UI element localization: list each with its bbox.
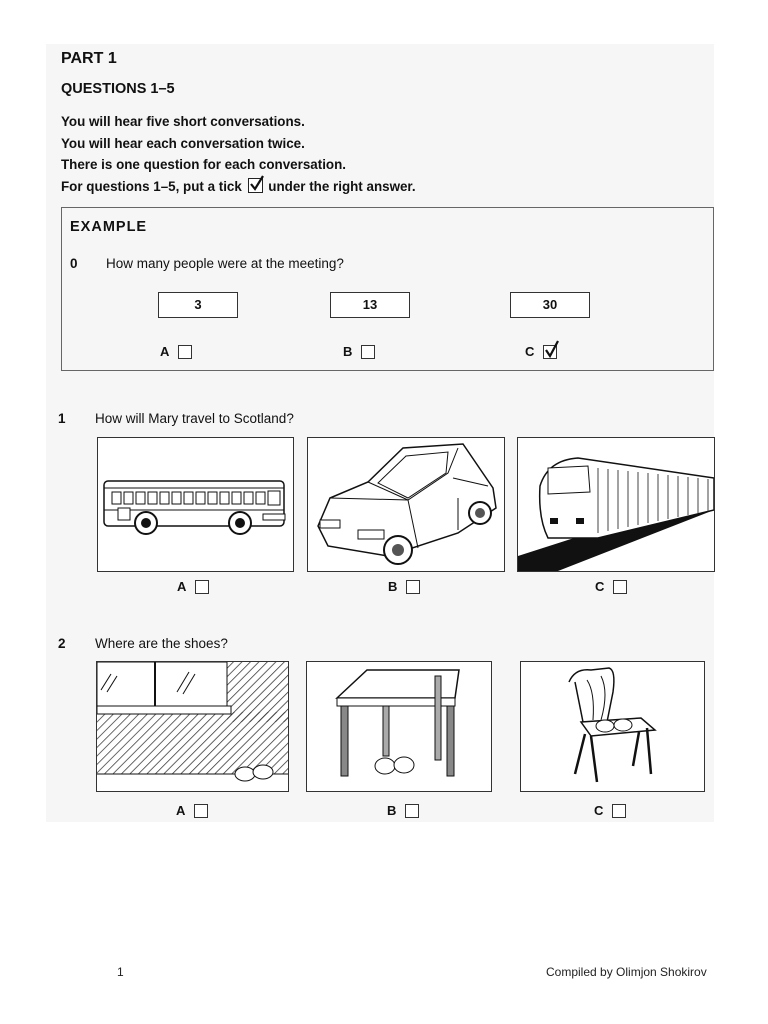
tick-sample-icon (248, 178, 263, 193)
page-number: 1 (117, 965, 124, 979)
questions-heading: QUESTIONS 1–5 (61, 81, 175, 97)
chair-shoes-icon (521, 662, 704, 791)
question-1-number: 1 (58, 411, 66, 426)
example-question: How many people were at the meeting? (106, 256, 344, 271)
table-shoes-icon (307, 662, 491, 791)
instruction-line-3: There is one question for each conversation. (61, 157, 346, 172)
example-option-a-value: 3 (158, 292, 238, 318)
answer-checkbox[interactable] (613, 580, 627, 594)
option-letter: B (387, 803, 397, 818)
chair-shoes-picture (520, 661, 705, 792)
instruction-line-4-start: For questions 1–5, put a tick (61, 179, 242, 194)
example-option-b-value: 13 (330, 292, 410, 318)
instruction-line-1: You will hear five short conversations. (61, 114, 305, 129)
car-picture (307, 437, 505, 572)
option-letter: A (176, 803, 186, 818)
answer-checkbox[interactable] (405, 804, 419, 818)
example-option-b[interactable] (343, 344, 375, 359)
question-2-number: 2 (58, 636, 66, 651)
bus-picture (97, 437, 294, 572)
example-option-a[interactable] (160, 344, 192, 359)
answer-checkbox[interactable] (194, 804, 208, 818)
question-1-option-b[interactable] (388, 579, 420, 594)
bus-icon (98, 438, 293, 571)
option-letter: A (160, 344, 170, 359)
option-letter: A (177, 579, 187, 594)
instruction-line-4-end: under the right answer. (268, 179, 416, 194)
answer-checkbox[interactable] (178, 345, 192, 359)
option-letter: C (594, 803, 604, 818)
car-icon (308, 438, 504, 571)
question-2-option-b[interactable] (387, 803, 419, 818)
tick-icon (544, 340, 560, 358)
question-1-text: How will Mary travel to Scotland? (95, 411, 294, 426)
instruction-line-4 (61, 178, 416, 194)
train-icon (518, 438, 714, 571)
option-letter: C (595, 579, 605, 594)
answer-checkbox[interactable] (612, 804, 626, 818)
footer-credit: Compiled by Olimjon Shokirov (546, 965, 707, 979)
window-shoes-icon (97, 662, 288, 791)
example-option-c[interactable] (525, 344, 557, 359)
question-2-option-a[interactable] (176, 803, 208, 818)
option-letter: B (388, 579, 398, 594)
train-picture (517, 437, 715, 572)
answer-checkbox[interactable] (195, 580, 209, 594)
question-2-text: Where are the shoes? (95, 636, 228, 651)
answer-checkbox[interactable] (361, 345, 375, 359)
instruction-line-2: You will hear each conversation twice. (61, 136, 305, 151)
example-panel (61, 207, 714, 371)
example-option-c-value: 30 (510, 292, 590, 318)
window-shoes-picture (96, 661, 289, 792)
question-2-option-c[interactable] (594, 803, 626, 818)
answer-checkbox-checked[interactable] (543, 345, 557, 359)
option-letter: B (343, 344, 353, 359)
example-number: 0 (70, 256, 78, 271)
question-1-option-a[interactable] (177, 579, 209, 594)
table-shoes-picture (306, 661, 492, 792)
example-title: EXAMPLE (70, 219, 148, 235)
question-1-option-c[interactable] (595, 579, 627, 594)
option-letter: C (525, 344, 535, 359)
answer-checkbox[interactable] (406, 580, 420, 594)
part-heading: PART 1 (61, 50, 117, 67)
